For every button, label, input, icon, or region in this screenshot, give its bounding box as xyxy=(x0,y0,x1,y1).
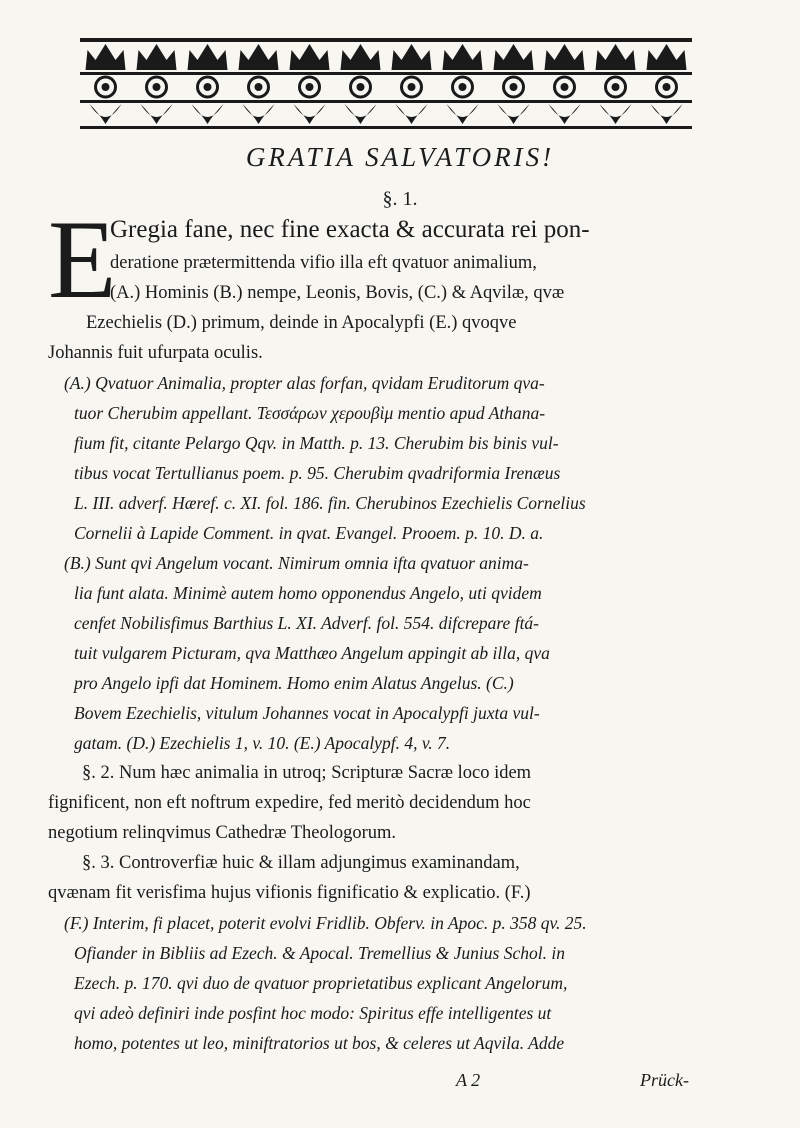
text-line: Ezechielis (D.) primum, deinde in Apocalypfi (E.) qvoqve xyxy=(86,313,517,333)
section-number: §. 1. xyxy=(382,188,418,210)
ornament-crown xyxy=(596,44,636,70)
text-line: qvænam fit verisfima hujus vifionis fignificatio & explicatio. (F.) xyxy=(48,883,531,903)
ornament-crown xyxy=(188,44,228,70)
ornament-dot xyxy=(255,83,263,91)
ornament-dot xyxy=(408,83,416,91)
ornament-pendant xyxy=(498,104,530,124)
ornament-crown xyxy=(392,44,432,70)
ornament-crown xyxy=(647,44,687,70)
floral-band-ornament xyxy=(80,34,692,134)
ornament-dot xyxy=(561,83,569,91)
footnote-line: (B.) Sunt qvi Angelum vocant. Nimirum omnia ifta qvatuor anima- xyxy=(64,553,529,573)
ornament-crown xyxy=(494,44,534,70)
text-line: §. 2. Num hæc animalia in utroq; Scripturæ Sacræ loco idem xyxy=(82,763,532,783)
footnote-line: L. III. adverf. Hæref. c. XI. fol. 186. fin. Cherubinos Ezechielis Cornelius xyxy=(74,493,586,513)
ornament-pendant xyxy=(345,104,377,124)
ornament-dot xyxy=(357,83,365,91)
ornament-dot xyxy=(204,83,212,91)
footnote-line: Bovem Ezechielis, vitulum Johannes vocat in Apocalypfi juxta vul- xyxy=(74,703,540,723)
text-line: §. 3. Controverfiæ huic & illam adjungimus examinandam, xyxy=(82,853,520,873)
ornament-dot xyxy=(306,83,314,91)
ornament-dot xyxy=(459,83,467,91)
ornament-crown xyxy=(290,44,330,70)
footnote-line: gatam. (D.) Ezechielis 1, v. 10. (E.) Apocalypf. 4, v. 7. xyxy=(74,733,451,753)
ornament-pendant xyxy=(243,104,275,124)
ornament-pendant xyxy=(192,104,224,124)
ornament-pendant xyxy=(294,104,326,124)
footnote-line: (A.) Qvatuor Animalia, propter alas forfan, qvidam Eruditorum qva- xyxy=(64,373,545,393)
footnote-line: lia funt alata. Minimè autem homo opponendus Angelo, uti qvidem xyxy=(74,583,542,603)
footnote-line: (F.) Interim, fi placet, poterit evolvi Fridlib. Obferv. in Apoc. p. 358 qv. 25. xyxy=(64,913,587,933)
catchword: Prück- xyxy=(640,1070,689,1090)
ornament-crown xyxy=(86,44,126,70)
footnote-line: fium fit, citante Pelargo Qqv. in Matth. p. 13. Cherubim bis binis vul- xyxy=(74,433,559,453)
footnote-line: Cornelii à Lapide Comment. in qvat. Evangel. Prooem. p. 10. D. a. xyxy=(74,523,544,543)
drop-cap-initial: E xyxy=(48,198,117,322)
footnote-line: Ezech. p. 170. qvi duo de qvatuor proprietatibus explicant Angelorum, xyxy=(74,973,568,993)
ornament-crown xyxy=(239,44,279,70)
footnote-line: Ofiander in Bibliis ad Ezech. & Apocal. Tremellius & Junius Schol. in xyxy=(74,943,565,963)
footnote-line: tibus vocat Tertullianus poem. p. 95. Cherubim qvadriformia Irenæus xyxy=(74,463,561,483)
text-line: deratione prætermittenda vifio illa eft qvatuor animalium, xyxy=(110,253,537,273)
footnote-line: qvi adeò definiri inde posfint hoc modo: Spiritus effe intelligentes ut xyxy=(74,1003,552,1023)
ornament-pendant xyxy=(90,104,122,124)
ornament-pendant xyxy=(447,104,479,124)
ornament-pendant xyxy=(549,104,581,124)
footnote-line: cenfet Nobilisfimus Barthius L. XI. Adverf. fol. 554. difcrepare ftá- xyxy=(74,613,540,633)
ornament-dot xyxy=(102,83,110,91)
text-line: negotium relinqvimus Cathedræ Theologorum. xyxy=(48,823,397,843)
running-title: GRATIA SALVATORIS! xyxy=(245,142,555,172)
ornament-pendant xyxy=(396,104,428,124)
text-line: Gregia fane, nec fine exacta & accurata rei pon- xyxy=(110,216,590,243)
text-line: Johannis fuit ufurpata oculis. xyxy=(48,343,263,363)
ornament-dot xyxy=(510,83,518,91)
ornament-crown xyxy=(443,44,483,70)
ornament-dot xyxy=(153,83,161,91)
text-block xyxy=(48,198,768,1058)
page-footer xyxy=(0,1070,800,1100)
ornament-pendant xyxy=(141,104,173,124)
signature-mark: A 2 xyxy=(456,1070,481,1090)
footnote-line: tuit vulgarem Picturam, qva Matthæo Angelum appingit ab illa, qva xyxy=(74,643,550,663)
footnote-line: homo, potentes ut leo, miniftratorios ut bos, & celeres ut Aqvila. Adde xyxy=(74,1033,565,1053)
text-line: fignificent, non eft noftrum expedire, fed meritò decidendum hoc xyxy=(48,793,531,813)
ornament-dot xyxy=(612,83,620,91)
ornament-pendant xyxy=(651,104,683,124)
ornament-crown xyxy=(545,44,585,70)
ornament-pendant xyxy=(600,104,632,124)
footnote-line: tuor Cherubim appellant. Τεσσάρων χερουβὶμ mentio apud Athana- xyxy=(74,403,546,423)
ornament-crown xyxy=(341,44,381,70)
text-line: (A.) Hominis (B.) nempe, Leonis, Bovis, (C.) & Aqvilæ, qvæ xyxy=(110,283,565,303)
footnote-line: pro Angelo ipfi dat Hominem. Homo enim Alatus Angelus. (C.) xyxy=(74,673,514,693)
ornament-dot xyxy=(663,83,671,91)
ornament-crown xyxy=(137,44,177,70)
